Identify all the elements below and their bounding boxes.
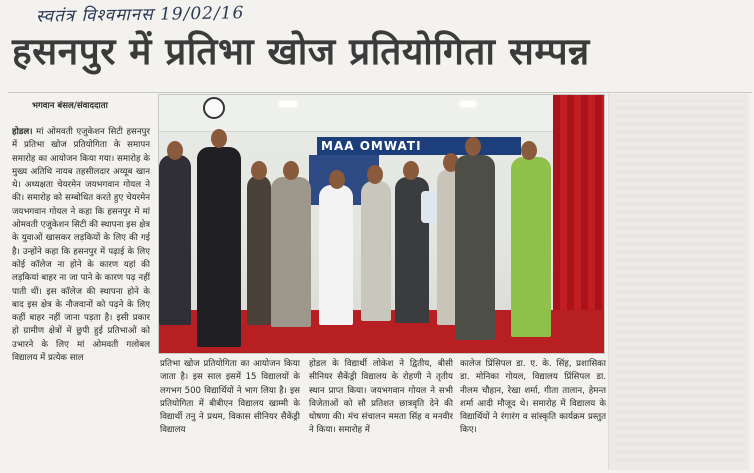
- person-head: [283, 161, 299, 180]
- event-photo: [158, 94, 605, 354]
- dateline: होडल।: [12, 127, 33, 137]
- blank-margin-area: [608, 94, 749, 470]
- ceiling-light: [459, 101, 477, 107]
- person-silhouette: [197, 147, 241, 347]
- headline-divider: [8, 92, 752, 93]
- byline: भगवान बंसल/संवाददाता: [32, 101, 108, 111]
- person-head: [465, 137, 481, 156]
- photo-ceiling: [159, 95, 604, 132]
- person-silhouette: [271, 177, 311, 327]
- person-head: [167, 141, 183, 160]
- school-banner: MAA OMWATI: [317, 137, 521, 155]
- person-head: [251, 161, 267, 180]
- person-silhouette-saree: [511, 157, 551, 337]
- ceiling-light: [279, 101, 297, 107]
- person-head: [211, 129, 227, 148]
- headline: हसनपुर में प्रतिभा खोज प्रतियोगिता सम्पन्न: [12, 30, 590, 73]
- person-head: [403, 161, 419, 180]
- article-column-3: होडल के विद्यार्थी लोकेश ने द्वितीय, बीसी सीनियर सैकेंड्री विद्यालय के रोहणी ने तृतीय स्थान प्राप्त किया। जयभगवान गोयल ने सभी विजेताओं को सौ प्रतिशत छात्रवृति देने की घोषणा की। मंच संचालन ममता सिंह व मनवीर ने किया। समारोह में: [309, 359, 453, 436]
- student-silhouette: [319, 185, 353, 325]
- article-column-2: प्रतिभा खोज प्रतियोगिता का आयोजन किया जाता है। इस साल इसमें 15 विद्यालयों के लगभग 500 विद्यार्थियों ने भाग लिया है। इस प्रतियोगिता में बीबीएन विद्यालय खाम्मी के विद्यार्थी तनु ने प्रथम, विकास सीनियर सैकेंड्री विद्यालय: [160, 359, 300, 436]
- blank-margin-texture: [617, 100, 743, 462]
- article-column-1: [12, 126, 150, 470]
- person-silhouette: [361, 181, 391, 321]
- person-silhouette: [247, 175, 271, 325]
- person-head: [367, 165, 383, 184]
- handwritten-date-note: स्वतंत्र विश्वमानस 19/02/16: [35, 3, 245, 27]
- person-silhouette: [159, 155, 191, 325]
- person-head: [521, 141, 537, 160]
- person-head: [329, 170, 345, 189]
- wall-clock-icon: [203, 97, 225, 119]
- person-silhouette: [455, 155, 495, 340]
- article-column-4: कालेज प्रिंसिपल डा. ए. के. सिंह, प्रशासिका डा. मोनिका गोयल, विद्यालय प्रिंसिपल डा. नीलम चौहान, रेखा शर्मा, गीता तालान, हेमन्त शर्मा आदी मौजूद थे। समारोह में विद्यालय के विद्यार्थियों ने रंगारंग व सांस्कृति कार्यक्रम प्रस्तुत किए।: [460, 359, 606, 436]
- article-column-1-text: मां ओमवती एजुकेशन सिटी हसनपुर में प्रतिभा खोज प्रतियोगिता के समापन समारोह का आयोजन किया गया। समारोह के मुख्य अतिथि नायब तहसीलदार अय्यूब खान थे। अध्यक्षता चेयरमेन जयभगवान गोयल ने की। समारोह को सम्बोधित करते हुए चेयरमेन जयभगवान गोयल ने कहा कि हसनपुर में मां ओमवती एजुकेशन सिटी की स्थापना इस क्षेत्र के युवाओं खासकर लड़कियों के लिए की गई है। उन्होंने कहा कि हसनपुर में पढ़ाई के लिए कोई कॉलेज ना होने के कारण यहां की लड़कियां बाहर ना जा पाने के कारण पढ़ नहीं पाती थीं। इस कॉलेज की स्थापना होने के बाद इस क्षेत्र के नौजवानों को पढ़ने के लिए कहीं बाहर नहीं जाना पड़ता है। इसी प्रकार हो ग्रामीण क्षेत्रों में छुपी हुई प्रतिभाओं को उभारने के लिए मां ओमवती गलोबल विद्यालय में प्रत्येक साल: [12, 127, 150, 364]
